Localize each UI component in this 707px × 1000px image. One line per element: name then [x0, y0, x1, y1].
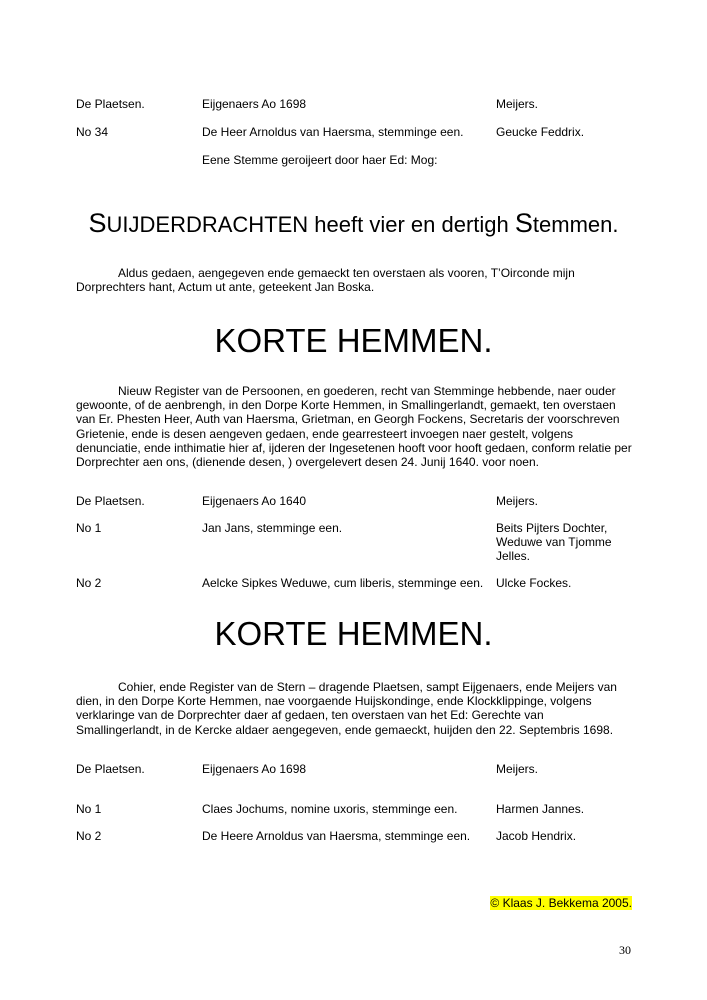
- row-tenant: Harmen Jannes.: [496, 802, 585, 816]
- heading-text: temmen.: [532, 212, 619, 237]
- row-owner: De Heere Arnoldus van Haersma, stemminge een.: [202, 829, 471, 843]
- copyright-notice: [490, 896, 632, 910]
- row-tenant: Ulcke Fockes.: [496, 576, 572, 590]
- heading-text: UIJDERDRACHTEN heeft vier en dertigh: [106, 212, 515, 237]
- section-heading-korte-hemmen: KORTE HEMMEN.: [214, 615, 493, 652]
- row-number: No 1: [76, 802, 102, 816]
- row-number: No 1: [76, 521, 102, 535]
- section-heading-korte-hemmen: KORTE HEMMEN.: [214, 322, 493, 359]
- row-owner: Jan Jans, stemminge een.: [202, 521, 343, 535]
- row-owner: Aelcke Sipkes Weduwe, cum liberis, stemminge een.: [202, 576, 484, 590]
- note-text: Eene Stemme geroijeert door haer Ed: Mog:: [202, 153, 438, 167]
- row-number: No 34: [76, 125, 109, 139]
- row-owner: Claes Jochums, nomine uxoris, stemminge een.: [202, 802, 458, 816]
- row-number: No 2: [76, 576, 102, 590]
- section-heading-suijderdrachten: [0, 208, 707, 240]
- row-tenant: Beits Pijters Dochter, Weduwe van Tjomme Jelles.: [496, 521, 612, 563]
- row-tenant: Geucke Feddrix.: [496, 125, 585, 139]
- page-number: 30: [619, 943, 631, 957]
- header-plaetsen: De Plaetsen.: [76, 494, 145, 508]
- paragraph: Cohier, ende Register van de Stern – dragende Plaetsen, sampt Eijgenaers, ende Meijers van dien, in den Dorpe Korte Hemmen, nae voorgaende Huijskondinge, ende Klockklippinge, volgens verklaringe van de Dorprechter daer af gedaen, ten overstaen van het Ed: Gerechte van Smallingerlandt, in de Kercke aldaer aengegeven, ende gemaeckt, huijden den 22. Septembris 1698.: [76, 680, 617, 737]
- row-owner: De Heer Arnoldus van Haersma, stemminge een.: [202, 125, 464, 139]
- header-eijgenaers: Eijgenaers Ao 1698: [202, 97, 307, 111]
- header-meijers: Meijers.: [496, 97, 539, 111]
- header-plaetsen: De Plaetsen.: [76, 97, 145, 111]
- paragraph: Nieuw Register van de Persoonen, en goederen, recht van Stemminge hebbende, naer ouder gewoonte, of de aenbrengh, in den Dorpe Korte Hemmen, in Smallingerlandt, gemaekt, ten overstaen van Er. Phesten Heer, Auth van Haersma, Grietman, en Georgh Fockens, Secretaris der voorschreven Grietenie, ende is desen aengeven gedaen, ende gearresteert invoegen naer gestelt, volgens denunciatie, ende inthimatie hier af, ijderen der Ingesetenen hooft voor hooft gedaen, conform relatie per Dorprechter aen ons, (dienende desen, ) overgelevert desen 24. Junij 1640. voor noen.: [76, 384, 632, 470]
- header-plaetsen: De Plaetsen.: [76, 762, 145, 776]
- header-meijers: Meijers.: [496, 494, 539, 508]
- header-eijgenaers: Eijgenaers Ao 1640: [202, 494, 307, 508]
- row-number: No 2: [76, 829, 102, 843]
- row-tenant: Jacob Hendrix.: [496, 829, 577, 843]
- heading-initial: S: [88, 208, 107, 238]
- header-meijers: Meijers.: [496, 762, 539, 776]
- paragraph: Aldus gedaen, aengegeven ende gemaeckt ten overstaen als vooren, T’Oirconde mijn Dorprechters hant, Actum ut ante, geteekent Jan Boska.: [76, 266, 575, 295]
- heading-initial: S: [514, 208, 533, 238]
- copyright-text: © Klaas J. Bekkema 2005.: [490, 896, 632, 910]
- header-eijgenaers: Eijgenaers Ao 1698: [202, 762, 307, 776]
